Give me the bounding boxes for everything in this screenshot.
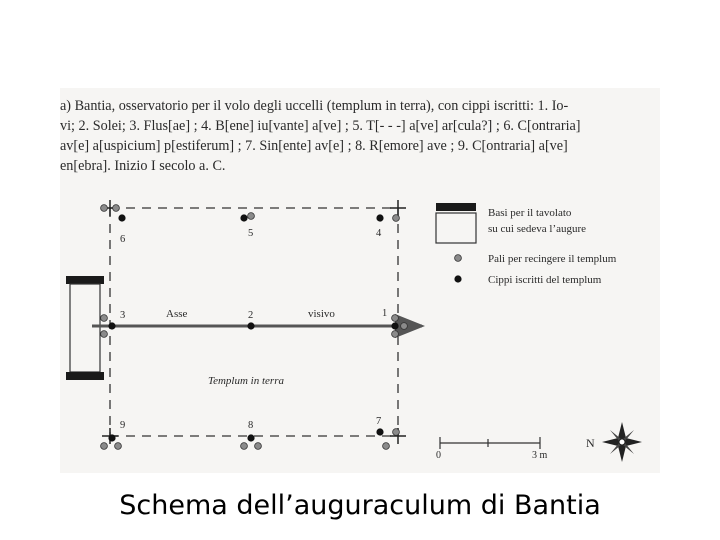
cippi-stones bbox=[108, 214, 398, 441]
scale-bar bbox=[440, 437, 540, 449]
scale-start-label: 0 bbox=[436, 450, 441, 461]
cippus-6 bbox=[118, 214, 125, 221]
cippus-2 bbox=[247, 322, 254, 329]
cippus-number-7: 7 bbox=[376, 416, 382, 427]
caption-line-1: a) Bantia, osservatorio per il volo degli uccelli (templum in terra), con cippi iscritti: 1. Io- bbox=[60, 98, 569, 114]
cippus-number-2: 2 bbox=[248, 310, 254, 321]
cippus-number-1: 1 bbox=[382, 308, 388, 319]
legend-bench-line-2: su cui sedeva l’augure bbox=[488, 223, 587, 235]
legend bbox=[436, 203, 617, 286]
cippus-number-9: 9 bbox=[120, 420, 126, 431]
cippus-number-3: 3 bbox=[120, 310, 126, 321]
cippus-4 bbox=[376, 214, 383, 221]
compass-rose-icon bbox=[602, 422, 642, 462]
legend-bench-line-1: Basi per il tavolato bbox=[488, 207, 572, 219]
caption-line-2: vi; 2. Solei; 3. Flus[ae] ; 4. B[ene] iu[vante] a[ve] ; 5. T[- - -] a[ve] ar[cula?] ; 6. C[ontraria] bbox=[60, 118, 581, 134]
cippus-number-8: 8 bbox=[248, 420, 254, 431]
templum-area-label: Templum in terra bbox=[208, 375, 284, 387]
cippus-number-5: 5 bbox=[248, 228, 254, 239]
caption-line-3: av[e] a[uspicium] p[estiferum] ; 7. Sin[ente] av[e] ; 8. R[emore] ave ; 9. C[ontraria] a[ve] bbox=[60, 138, 568, 154]
legend-pali-label: Pali per recingere il templum bbox=[488, 253, 617, 265]
cippus-3 bbox=[108, 322, 115, 329]
templum-boundary bbox=[110, 208, 398, 436]
axis-label-left: Asse bbox=[166, 308, 188, 320]
caption-line-4: en[ebra]. Inizio I secolo a. C. bbox=[60, 158, 226, 174]
corner-crosses bbox=[102, 200, 406, 444]
slide-title: Schema dell’auguraculum di Bantia bbox=[119, 490, 601, 521]
scale-end-label: 3 m bbox=[532, 450, 548, 461]
cippus-number-6: 6 bbox=[120, 234, 126, 245]
cippus-number-4: 4 bbox=[376, 228, 382, 239]
cippus-5 bbox=[240, 214, 247, 221]
legend-cippi-label: Cippi iscritti del templum bbox=[488, 274, 602, 286]
cippus-9 bbox=[108, 434, 115, 441]
axis-label-right: visivo bbox=[308, 308, 335, 320]
cippus-8 bbox=[247, 434, 254, 441]
cippus-1 bbox=[391, 322, 398, 329]
north-label: N bbox=[586, 436, 595, 450]
augur-bench bbox=[66, 276, 104, 380]
cippus-7 bbox=[376, 428, 383, 435]
